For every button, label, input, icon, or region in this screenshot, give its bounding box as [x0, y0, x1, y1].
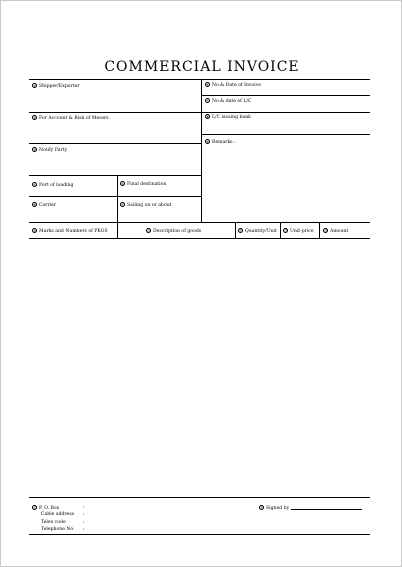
signature-line — [291, 509, 362, 510]
column-header-amount — [323, 228, 348, 234]
field-label: Port of loading — [39, 183, 74, 188]
field-label: Shipper/Exporter — [39, 84, 80, 89]
rule-right-3 — [201, 134, 370, 135]
rule-left-1 — [29, 112, 201, 113]
footer-cable-address-sep: : — [83, 512, 85, 517]
field-label: Notify Party — [39, 148, 68, 153]
footer-po-box-sep: : — [83, 505, 85, 510]
rule-columns-bottom — [29, 238, 370, 239]
field-label: Remarks : — [212, 140, 236, 145]
field-number: ⑦ — [121, 203, 125, 207]
field-label: For Account & Risk of Messrs. — [39, 116, 110, 121]
column-number: ⑩ — [33, 229, 37, 233]
column-header-unit-price — [283, 228, 314, 234]
rule-vertical-col3 — [280, 222, 281, 238]
footer-telex-code: Telex code — [41, 520, 66, 525]
field-label: Signed by — [266, 506, 290, 511]
footer-cable-address: Cable address — [41, 512, 75, 517]
rule-vertical-main — [201, 79, 202, 222]
column-header-quantity — [238, 228, 277, 234]
column-label: Description of goods — [153, 229, 202, 234]
field-number: ⑥ — [33, 203, 37, 207]
column-number: ⑬ — [284, 229, 288, 233]
rule-right-1 — [201, 95, 370, 96]
column-header-description — [146, 228, 201, 234]
field-number: ⑨ — [206, 140, 210, 144]
column-label: Quantity/Unit — [245, 229, 277, 234]
field-number: ⑤ — [121, 182, 125, 186]
footer-telephone-sep: : — [83, 527, 85, 532]
field-number: ⑯ — [260, 506, 264, 510]
field-final-destination — [120, 181, 166, 187]
footer-telephone: Telephone No. — [41, 527, 75, 532]
rule-footer-top — [29, 497, 370, 498]
field-label: P. O. Box — [39, 506, 60, 511]
field-number: ⑧ — [206, 115, 210, 119]
footer-telex-code-sep: : — [83, 520, 85, 525]
rule-vertical-port — [117, 175, 118, 222]
field-sailing-on — [120, 202, 172, 208]
field-number: ④ — [33, 183, 37, 187]
column-number: ⑪ — [147, 229, 151, 233]
footer-po-box — [32, 505, 59, 511]
rule-left-3 — [29, 175, 201, 176]
footer-signed-by — [259, 505, 289, 511]
rule-bottom — [29, 534, 370, 535]
rule-vertical-col2 — [235, 222, 236, 238]
column-label: Unit-price — [290, 229, 314, 234]
rule-vertical-col1 — [117, 222, 118, 238]
column-number: ⑫ — [239, 229, 243, 233]
field-carrier — [32, 202, 56, 208]
field-number: ⑮ — [33, 506, 37, 510]
field-number: ② — [33, 116, 37, 120]
field-label: Carrier — [39, 203, 57, 208]
field-no-date-lc — [205, 98, 251, 104]
field-notify-party — [32, 147, 67, 153]
field-no-date-invoice — [205, 82, 261, 88]
column-label: Amount — [330, 229, 349, 234]
rule-left-4 — [29, 196, 201, 197]
field-lc-issuing-bank — [205, 114, 251, 120]
rule-left-2 — [29, 143, 201, 144]
field-number: ① — [33, 84, 37, 88]
page-title: COMMERCIAL INVOICE — [104, 59, 300, 75]
rule-top — [29, 79, 370, 80]
column-label: Marks and Numbers of PKGS — [39, 229, 108, 234]
field-label: No.& Date of Invoice — [212, 83, 261, 88]
field-shipper — [32, 83, 80, 89]
field-remarks — [205, 139, 236, 145]
field-label: Sailing on or about — [127, 203, 172, 208]
field-label: L/C issuing bank — [212, 115, 251, 120]
field-number: ⑦ — [206, 99, 210, 103]
field-number: ③ — [33, 148, 37, 152]
field-label: Final destination — [127, 182, 167, 187]
field-port-loading — [32, 182, 73, 188]
column-header-marks — [32, 228, 108, 234]
field-for-account — [32, 115, 110, 121]
rule-right-2 — [201, 112, 370, 113]
field-label: No.& date of L/C — [212, 99, 252, 104]
rule-vertical-col4 — [319, 222, 320, 238]
field-number: ⑥ — [206, 83, 210, 87]
column-number: ⑭ — [324, 229, 328, 233]
